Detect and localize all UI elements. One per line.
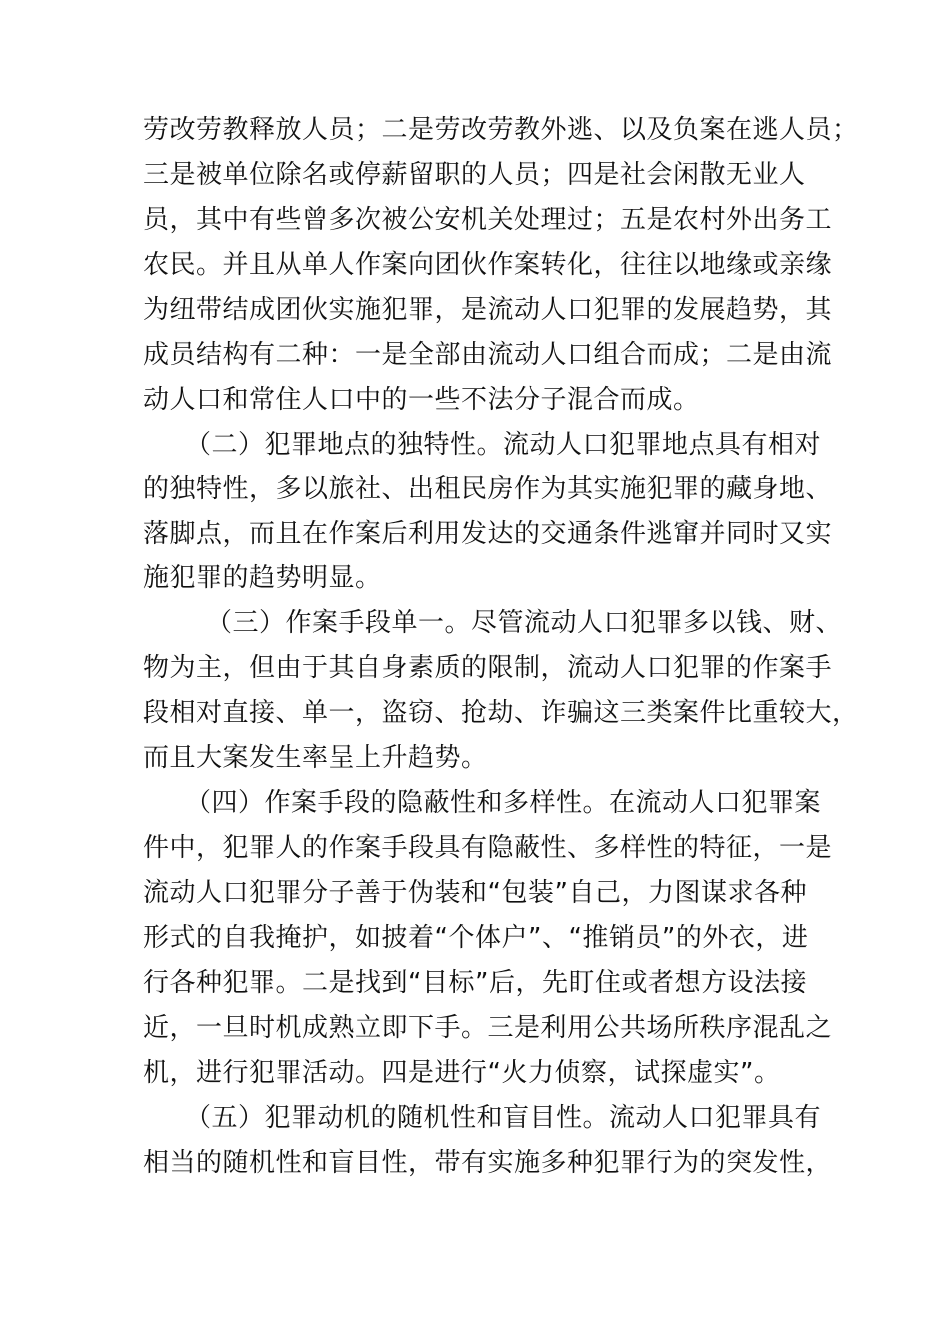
paragraph-heading-2: （二）犯罪地点的独特性。流动人口犯罪地点具有相对 (185, 430, 822, 460)
text-line: 物为主，但由于其自身素质的限制，流动人口犯罪的作案手 (143, 653, 833, 683)
text-line: 形式的自我掩护，如披着“个体户”、“推销员”的外衣，进 (143, 923, 809, 953)
text-line: 相当的随机性和盲目性，带有实施多种犯罪行为的突发性， (143, 1148, 833, 1178)
text-line: 动人口和常住人口中的一些不法分子混合而成。 (143, 385, 700, 415)
text-line: 的独特性，多以旅社、出租民房作为其实施犯罪的藏身地、 (143, 474, 833, 504)
text-line: 流动人口犯罪分子善于伪装和“包装”自己，力图谋求各种 (143, 878, 807, 908)
text-line: 行各种犯罪。二是找到“目标”后，先盯住或者想方设法接 (143, 968, 807, 998)
text-line: 段相对直接、单一，盗窃、抢劫、诈骗这三类案件比重较大， (143, 698, 859, 728)
text-line: 落脚点，而且在作案后利用发达的交通条件逃窜并同时又实 (143, 519, 833, 549)
text-line: 成员结构有二种：一是全部由流动人口组合而成；二是由流 (143, 340, 833, 370)
text-line: 为纽带结成团伙实施犯罪，是流动人口犯罪的发展趋势，其 (143, 295, 833, 325)
text-line: 件中，犯罪人的作案手段具有隐蔽性、多样性的特征，一是 (143, 833, 833, 863)
paragraph-heading-5: （五）犯罪动机的随机性和盲目性。流动人口犯罪具有 (185, 1103, 822, 1133)
text-line: 员，其中有些曾多次被公安机关处理过；五是农村外出务工 (143, 205, 833, 235)
text-line: 三是被单位除名或停薪留职的人员；四是社会闲散无业人 (143, 160, 806, 190)
text-line: 而且大案发生率呈上升趋势。 (143, 743, 488, 773)
text-line: 劳改劳教释放人员；二是劳改劳教外逃、以及负案在逃人员； (143, 115, 859, 145)
text-line: 机，进行犯罪活动。四是进行“火力侦察，试探虚实”。 (143, 1058, 781, 1088)
text-line: 农民。并且从单人作案向团伙作案转化，往往以地缘或亲缘 (143, 250, 833, 280)
paragraph-heading-3: （三）作案手段单一。尽管流动人口犯罪多以钱、财、 (206, 608, 843, 638)
text-line: 施犯罪的趋势明显。 (143, 563, 382, 593)
paragraph-heading-4: （四）作案手段的隐蔽性和多样性。在流动人口犯罪案 (185, 788, 822, 818)
text-line: 近，一旦时机成熟立即下手。三是利用公共场所秩序混乱之 (143, 1013, 833, 1043)
